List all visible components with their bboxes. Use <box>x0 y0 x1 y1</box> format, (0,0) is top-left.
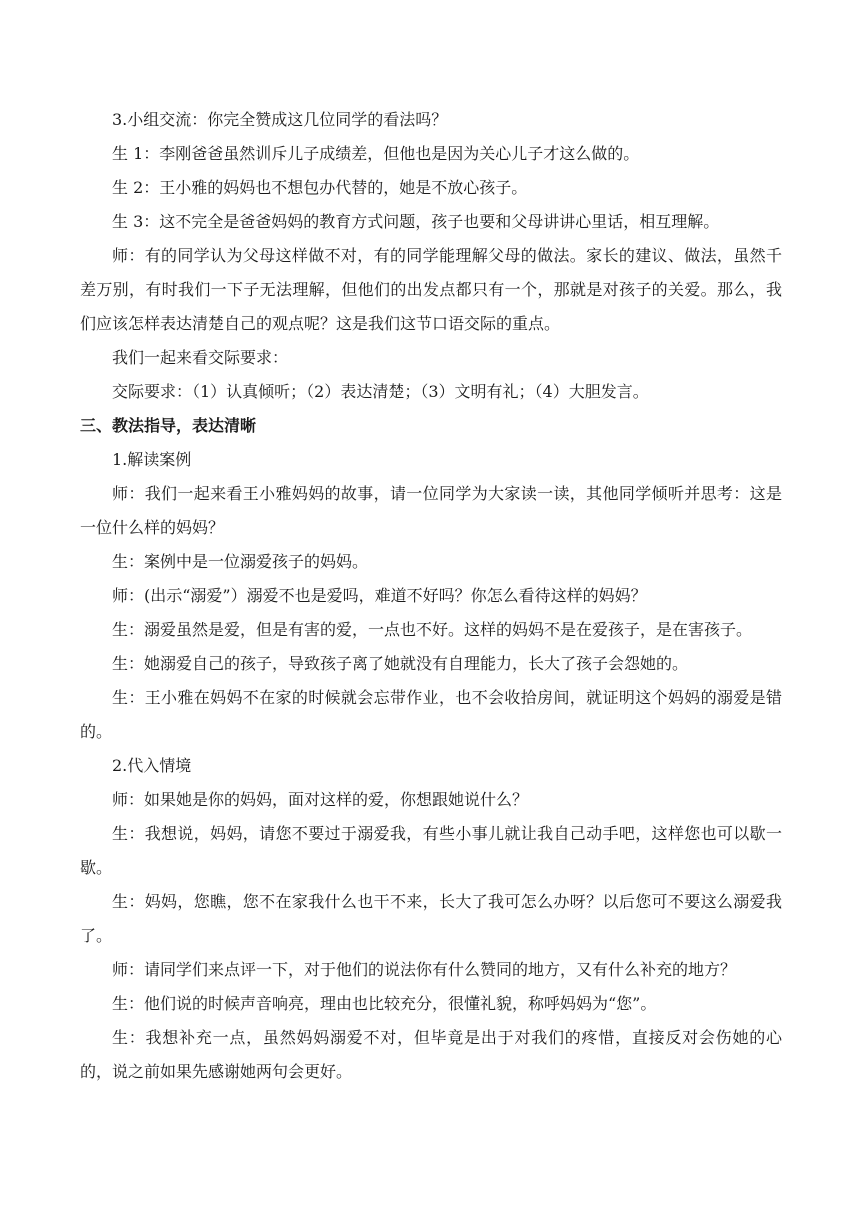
paragraph-teacher-review: 师：请同学们来点评一下，对于他们的说法你有什么赞同的地方，又有什么补充的地方？ <box>112 960 737 979</box>
paragraph-student-opinion-1: 生：溺爱虽然是爱，但是有害的爱，一点也不好。这样的妈妈不是在爱孩子，是在害孩子。 <box>112 620 753 639</box>
paragraph-student-1: 生 1：李刚爸爸虽然训斥儿子成绩差，但他也是因为关心儿子才这么做的。 <box>112 144 640 163</box>
subheading-situation: 2.代入情境 <box>112 756 192 775</box>
paragraph-student-reply-1: 生：我想说，妈妈，请您不要过于溺爱我，有些小事儿就让我自己动手吧，这样您也可以歇一歇。 <box>80 824 782 877</box>
paragraph-teacher-prompt: 师：如果她是你的妈妈，面对这样的爱，你想跟她说什么？ <box>112 790 529 809</box>
paragraph-teacher-question: 师：(出示“溺爱”）溺爱不也是爱吗，难道不好吗？你怎么看待这样的妈妈？ <box>112 586 647 605</box>
paragraph-student-answer: 生：案例中是一位溺爱孩子的妈妈。 <box>112 552 369 571</box>
paragraph-teacher-story: 师：我们一起来看王小雅妈妈的故事，请一位同学为大家读一读，其他同学倾听并思考：这是一位什么样的妈妈？ <box>80 484 782 537</box>
paragraph-student-2: 生 2：王小雅的妈妈也不想包办代替的，她是不放心孩子。 <box>112 178 528 197</box>
paragraph-look-requirements: 我们一起来看交际要求： <box>112 348 289 367</box>
paragraph-student-review-2: 生：我想补充一点，虽然妈妈溺爱不对，但毕竟是出于对我们的疼惜，直接反对会伤她的心的，说之前如果先感谢她两句会更好。 <box>80 1028 782 1081</box>
paragraph-requirements: 交际要求：（1）认真倾听；（2）表达清楚；（3）文明有礼；（4）大胆发言。 <box>112 382 649 401</box>
paragraph-teacher-summary: 师：有的同学认为父母这样做不对，有的同学能理解父母的做法。家长的建议、做法，虽然千差万别，有时我们一下子无法理解，但他们的出发点都只有一个，那就是对孩子的关爱。那么，我们应该怎样表达清楚自己的观点呢？这是我们这节口语交际的重点。 <box>80 246 782 333</box>
subheading-case-reading: 1.解读案例 <box>112 450 192 469</box>
document-page <box>80 103 782 1089</box>
paragraph-student-3: 生 3：这不完全是爸爸妈妈的教育方式问题，孩子也要和父母讲讲心里话，相互理解。 <box>112 212 720 231</box>
paragraph-student-opinion-2: 生：她溺爱自己的孩子，导致孩子离了她就没有自理能力，长大了孩子会怨她的。 <box>112 654 689 673</box>
section-heading: 三、教法指导，表达清晰 <box>80 416 257 435</box>
paragraph-student-opinion-3: 生：王小雅在妈妈不在家的时候就会忘带作业，也不会收拾房间，就证明这个妈妈的溺爱是错的。 <box>80 688 782 741</box>
paragraph-group-discussion: 3.小组交流：你完全赞成这几位同学的看法吗？ <box>112 110 448 129</box>
paragraph-student-reply-2: 生：妈妈，您瞧，您不在家我什么也干不来，长大了我可怎么办呀？以后您可不要这么溺爱我了。 <box>80 892 782 945</box>
paragraph-student-review-1: 生：他们说的时候声音响亮，理由也比较充分，很懂礼貌，称呼妈妈为“您”。 <box>112 994 657 1013</box>
